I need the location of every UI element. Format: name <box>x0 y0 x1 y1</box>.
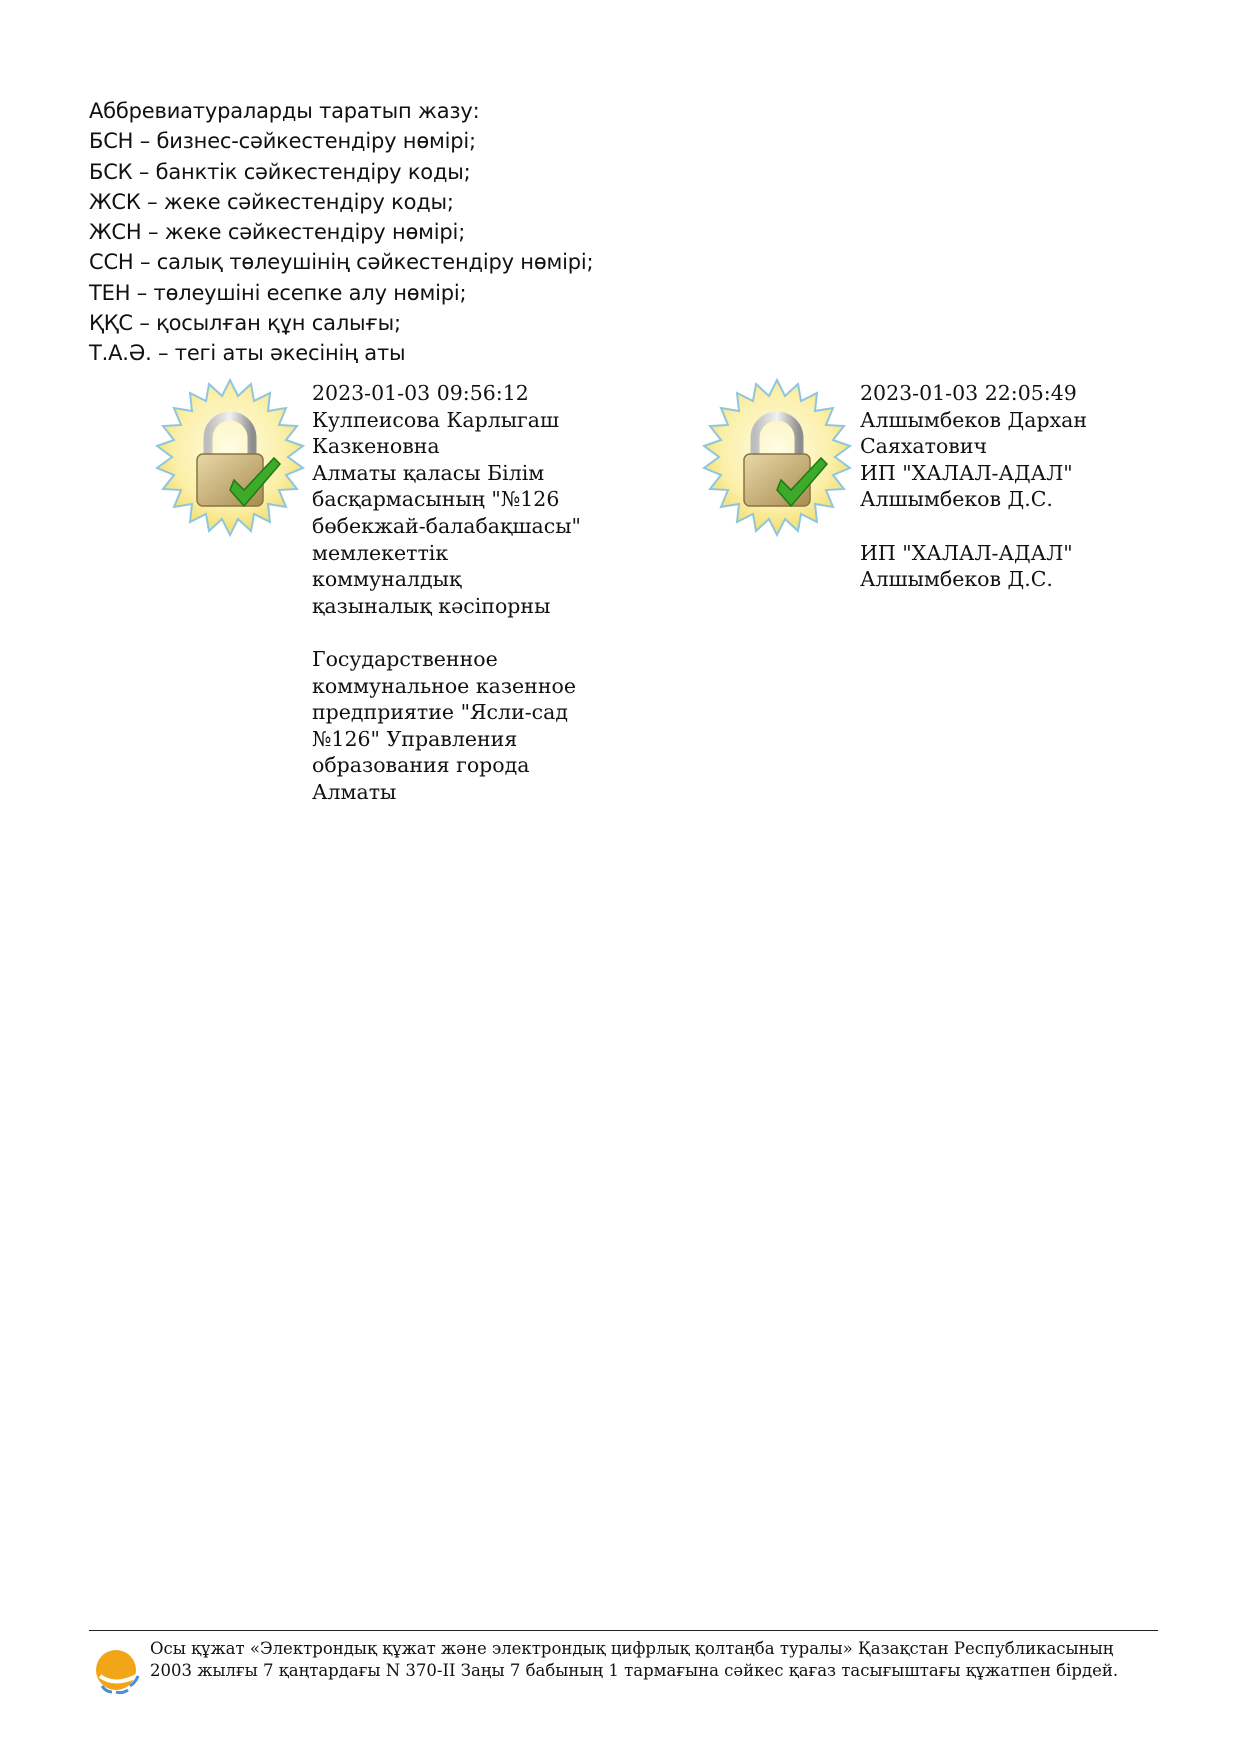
signature-seal-lock-check-icon <box>697 378 857 538</box>
abbreviation-item: ЖСК – жеке сәйкестендіру коды; <box>89 189 454 214</box>
abbreviation-item: БСК – банктік сәйкестендіру коды; <box>89 159 471 184</box>
egov-sun-logo-icon <box>92 1646 144 1698</box>
abbreviation-item: ССН – салық төлеушінің сәйкестендіру нөмірі; <box>89 250 594 275</box>
abbreviation-item: БСН – бизнес-сәйкестендіру нөмірі; <box>89 129 476 154</box>
footer-divider <box>89 1630 1158 1631</box>
abbreviation-item: ТЕН – төлеушіні есепке алу нөмірі; <box>89 280 467 305</box>
abbreviations-heading: Аббревиатураларды таратып жазу: <box>89 99 480 123</box>
abbreviation-item: ЖСН – жеке сәйкестендіру нөмірі; <box>89 220 466 245</box>
signature-details: 2023-01-03 22:05:49 Алшымбеков Дархан Саяхатович ИП "ХАЛАЛ-АДАЛ" Алшымбеков Д.С. ИП "ХАЛАЛ-АДАЛ" Алшымбеков Д.С. <box>860 381 1088 592</box>
signature-seal-lock-check-icon <box>150 378 310 538</box>
abbreviations-block <box>89 96 593 369</box>
footer-legal-text: Осы құжат «Электрондық құжат және электрондық цифрлық қолтаңба туралы» Қазақстан Республикасының 2003 жылғы 7 қаңтардағы N 370-II Заңы 7 бабының 1 тармағына сәйкес қағаз тасығыштағы құжатпен бірдей. <box>150 1639 1119 1681</box>
abbreviation-item: ҚҚС – қосылған құн салығы; <box>89 311 401 336</box>
signature-details: 2023-01-03 09:56:12 Кулпеисова Карлыгаш Казкеновна Алматы қаласы Білім басқармасының "№126 бөбекжай-балабақшасы" мемлекеттік коммуналдық қазыналық кәсіпорны Государственное коммунальное казенное предприятие "Ясли-сад №126" Управления образования города Алматы <box>312 381 581 804</box>
abbreviation-item: Т.А.Ә. – тегі аты әкесінің аты <box>89 341 406 366</box>
